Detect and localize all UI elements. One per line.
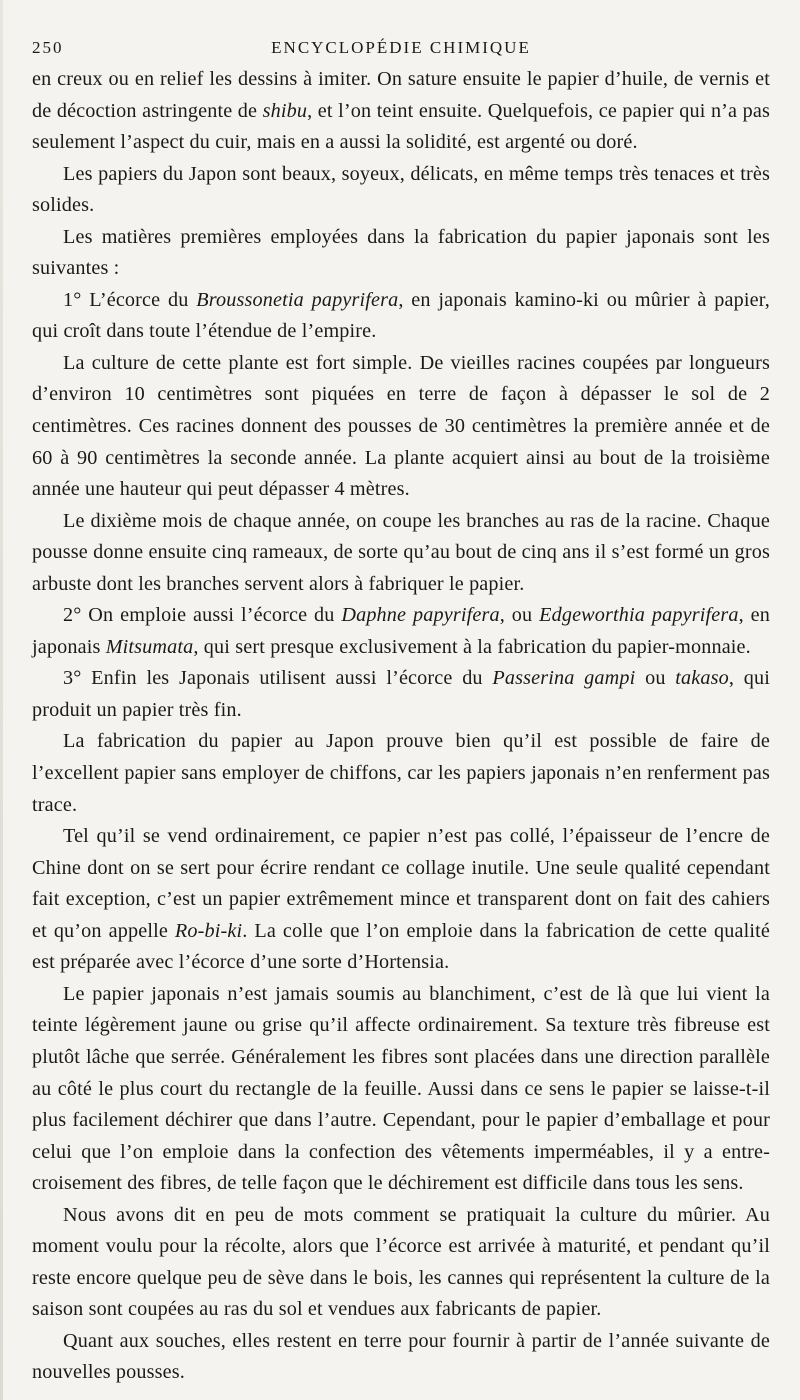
text-run: 1° L’écorce du (63, 288, 197, 311)
italic-term: Broussonetia papyrifera (196, 288, 399, 311)
paragraph (32, 506, 770, 601)
italic-term: takaso (675, 667, 729, 690)
paragraph (32, 821, 770, 979)
italic-term: Ro-bi-ki (174, 919, 243, 942)
italic-term: Mitsumata (105, 635, 194, 658)
text-run: La culture de cette plante est fort simple. De vieilles racines coupées par longueurs d’environ 10 centimètres sont piquées en terre de façon à dépasser le sol de 2 centimètres. Ces racines donnent des pousses de 30 centimètres la première année et de 60 à 90 centimètres la seconde année. La plante acquiert ainsi au bout de la troisième année une hauteur qui peut dépasser 4 mètres. (32, 351, 770, 501)
italic-term: shibu (262, 99, 308, 122)
paragraph (32, 663, 770, 726)
text-run: Quant aux souches, elles restent en terre pour fournir à partir de l’année suivante de nouvelles pousses. (32, 1329, 770, 1384)
text-run: Nous avons dit en peu de mots comment se pratiquait la culture du mûrier. Au moment voulu pour la récolte, alors que l’écorce est arrivée à maturité, et pendant qu’il reste encore quelque peu de sève dans le bois, les cannes qui représentent la culture de la saison sont coupées au ras du sol et vendues aux fabricants de papier. (32, 1203, 770, 1321)
text-run: 2° On emploie aussi l’écorce du (63, 604, 342, 627)
italic-term: Passerina gampi (492, 667, 636, 690)
text-run: . La colle que l’on emploie dans la fabrication de cette qualité est préparée avec l’écorce d’une sorte d’Hortensia. (32, 919, 770, 974)
paragraph (32, 285, 770, 348)
paragraph (32, 979, 770, 1200)
paragraph (32, 726, 770, 821)
text-run: , en japonais (32, 604, 770, 658)
text-run: , qui sert presque exclusivement à la fabrication du papier-monnaie. (193, 635, 751, 658)
text-run: La fabrication du papier au Japon prouve bien qu’il est possible de faire de l’excellent papier sans employer de chiffons, car les papiers japonais n’en renferment pas trace. (32, 730, 770, 816)
paragraph (32, 222, 770, 285)
page-header (32, 30, 770, 64)
paragraph (32, 1200, 770, 1326)
text-run: , qui produit un papier très fin. (32, 667, 771, 721)
paragraph (32, 348, 770, 506)
paragraph (32, 1326, 770, 1389)
paragraph (32, 600, 770, 663)
text-run: Tel qu’il se vend ordinairement, ce papier n’est pas collé, l’épaisseur de l’encre de Chine dont on se sert pour écrire rendant ce collage inutile. Une seule qualité cependant fait exception, c’est un papier extrêmement mince et transparent dont on fait des cahiers et qu’on appelle (32, 825, 770, 942)
body-text (32, 64, 770, 1389)
text-run: Les papiers du Japon sont beaux, soyeux, délicats, en même temps très tenaces et très solides. (32, 162, 770, 217)
page-number: 250 (32, 38, 64, 57)
text-run: , ou (499, 604, 540, 627)
text-run: , et l’on teint ensuite. Quelquefois, ce papier qui n’a pas seulement l’aspect du cuir, mais en a aussi la solidité, est argenté ou doré. (32, 99, 770, 154)
running-title: ENCYCLOPÉDIE CHIMIQUE (271, 38, 531, 57)
text-run: Les matières premières employées dans la fabrication du papier japonais sont les suivantes : (32, 225, 770, 280)
text-run: Le dixième mois de chaque année, on coupe les branches au ras de la racine. Chaque pousse donne ensuite cinq rameaux, de sorte qu’au bout de cinq ans il s’est formé un gros arbuste dont les branches servent alors à fabriquer le papier. (32, 509, 770, 595)
text-run: , en japonais kamino-ki ou mûrier à papier, qui croît dans toute l’étendue de l’empire. (32, 288, 770, 343)
text-run: ou (635, 667, 676, 690)
italic-term: Daphne papyrifera (341, 604, 500, 627)
italic-term: Edgeworthia papyrifera (539, 604, 739, 627)
paragraph (32, 64, 770, 159)
text-run: 3° Enfin les Japonais utilisent aussi l’écorce du (63, 667, 493, 690)
paragraph (32, 159, 770, 222)
text-run: en creux ou en relief les dessins à imiter. On sature ensuite le papier d’huile, de vernis et de décoction astringente de (32, 68, 770, 122)
text-run: Le papier japonais n’est jamais soumis au blanchiment, c’est de là que lui vient la teinte légèrement jaune ou grise qu’il affecte ordinairement. Sa texture très fibreuse est plutôt lâche que serrée. Généralement les fibres sont placées dans une direction parallèle au côté le plus court du rectangle de la feuille. Aussi dans ce sens le papier se laisse-t-il plus facilement déchirer que dans l’autre. Cependant, pour le papier d’emballage et pour celui que l’on emploie dans la confection des vêtements imperméables, il y a entre-croisement des fibres, de telle façon que le déchirement est difficile dans tous les sens. (32, 982, 770, 1195)
